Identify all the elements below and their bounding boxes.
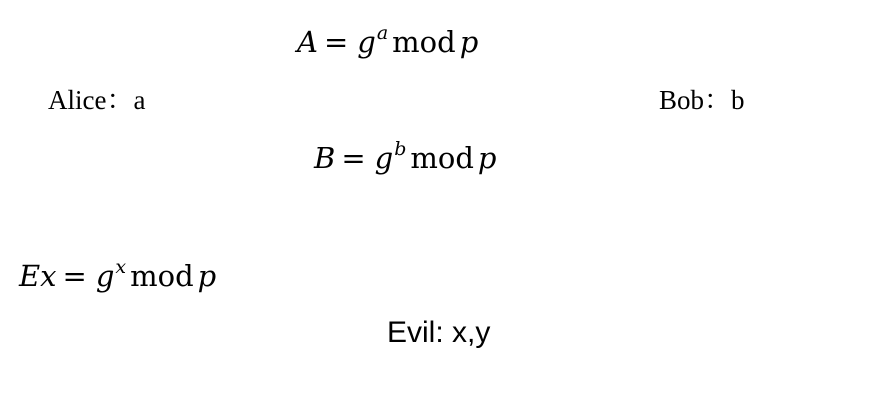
equation-exponent: x bbox=[115, 256, 127, 278]
equation-lhs: Ex bbox=[19, 259, 57, 293]
equation-base: g bbox=[95, 259, 115, 293]
equation-modulus: p bbox=[477, 141, 497, 175]
equation-evil-public bbox=[19, 256, 217, 293]
equation-lhs: A bbox=[297, 25, 318, 59]
equation-base: g bbox=[357, 25, 376, 59]
evil-label: Evil: x,y bbox=[387, 316, 491, 349]
equation-base: g bbox=[374, 141, 394, 175]
equation-alice-public bbox=[297, 22, 479, 59]
equation-exponent: a bbox=[376, 22, 389, 44]
equals-sign: = bbox=[62, 259, 87, 293]
equation-modulus: p bbox=[197, 259, 217, 293]
equals-sign: = bbox=[323, 25, 349, 59]
alice-label: Alice：a bbox=[48, 85, 146, 115]
equals-sign: = bbox=[341, 141, 366, 175]
equation-mod: mod bbox=[392, 25, 456, 59]
equation-exponent: b bbox=[394, 138, 407, 160]
equation-mod: mod bbox=[410, 141, 474, 175]
bob-label: Bob：b bbox=[659, 85, 745, 115]
equation-modulus: p bbox=[459, 25, 479, 59]
equation-lhs: B bbox=[314, 141, 336, 175]
equation-mod: mod bbox=[130, 259, 194, 293]
equation-bob-public bbox=[314, 138, 497, 175]
